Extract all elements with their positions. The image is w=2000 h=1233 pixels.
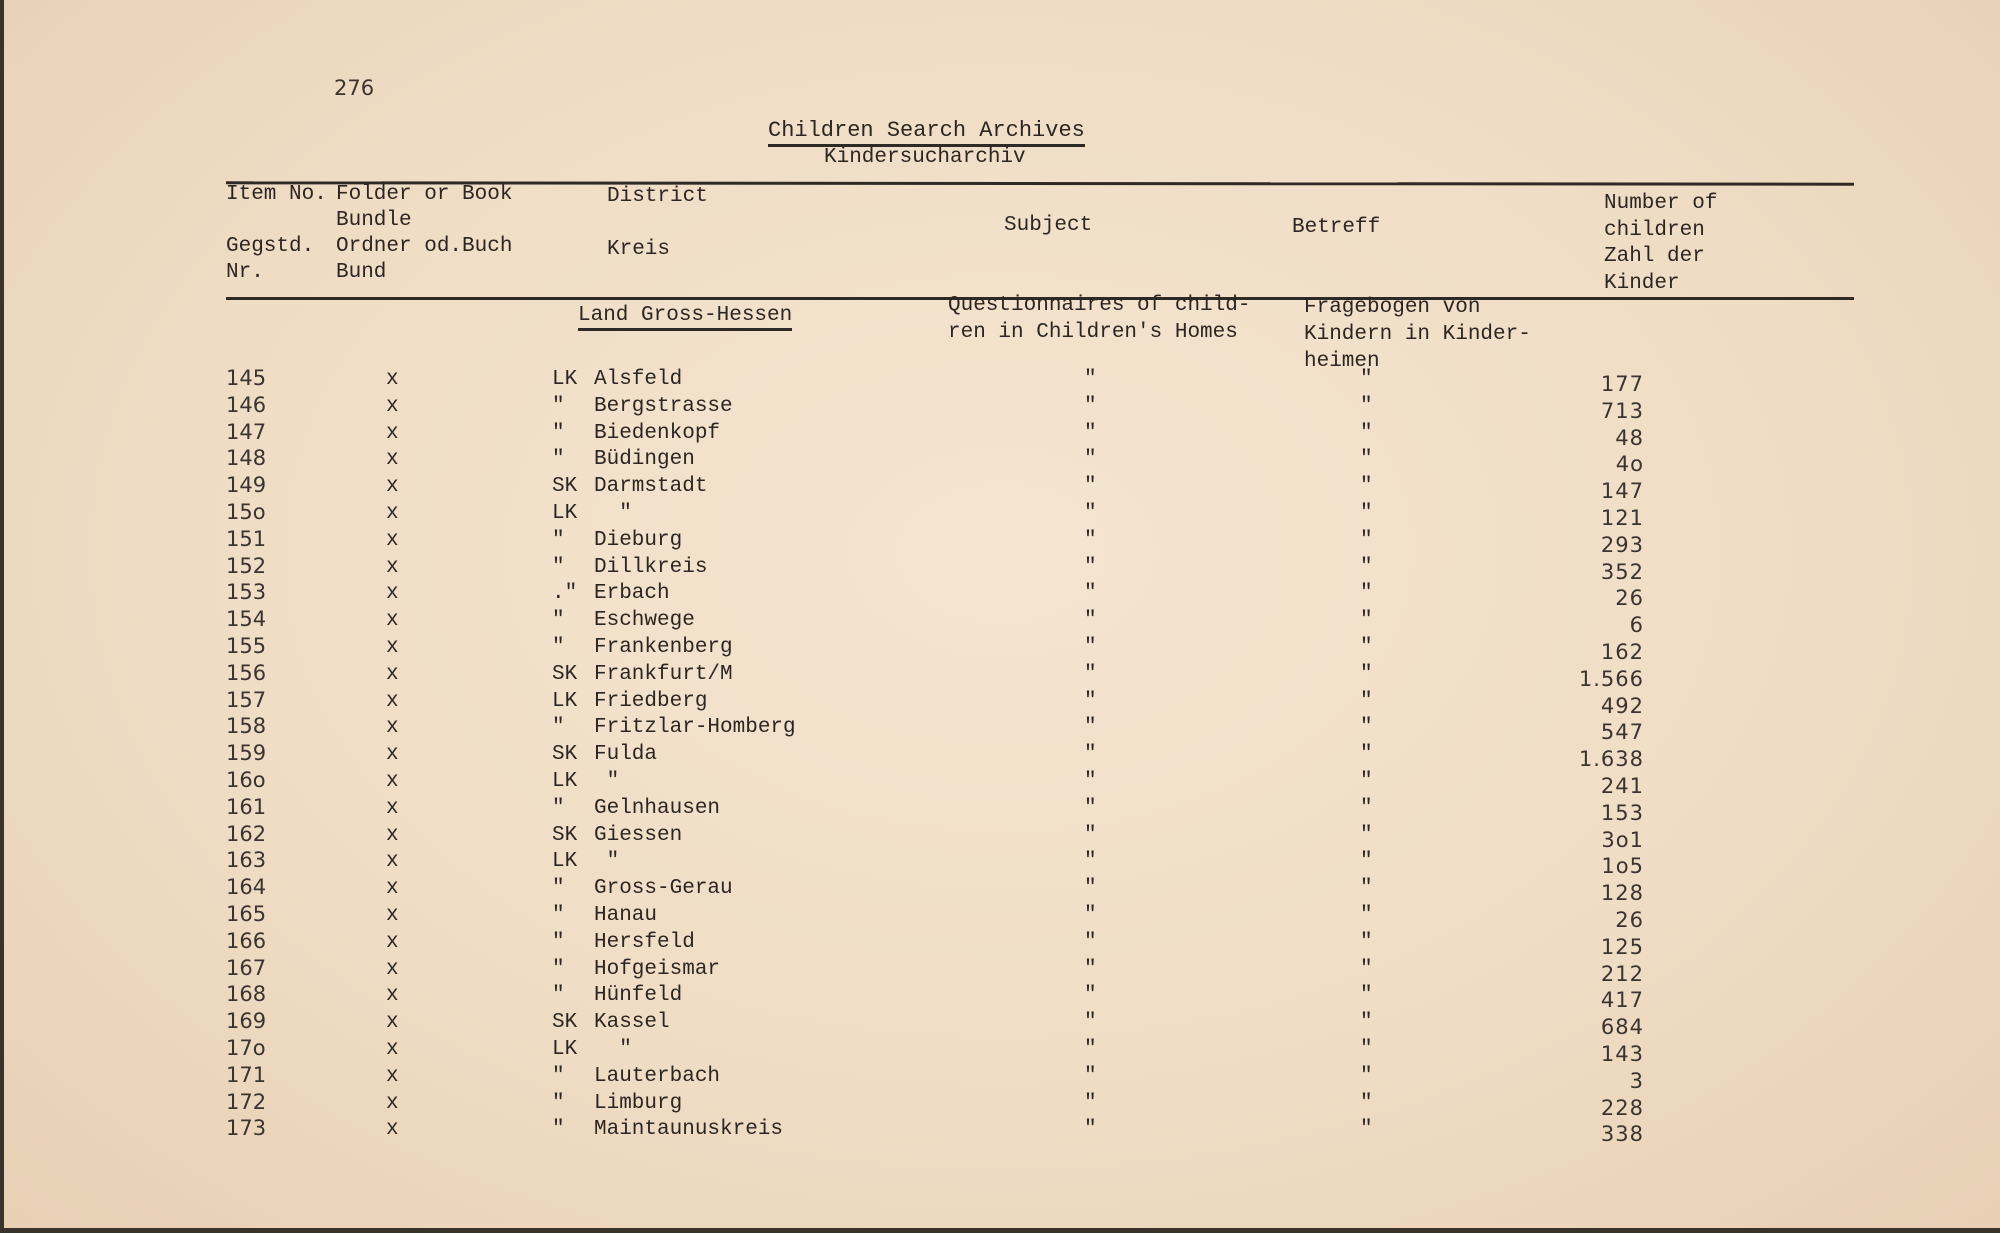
subject-ditto: " [1084,421,1097,445]
item-number: 155 [226,634,267,658]
children-count: 338 [1600,1122,1644,1147]
item-number: 167 [226,955,267,980]
header-item-de-2: Nr. [226,261,264,284]
folder-mark: x [386,1118,399,1142]
header-number-3: Zahl der [1604,245,1705,268]
district-prefix: SK [552,823,578,847]
item-number: 161 [226,794,267,819]
betreff-ditto: " [1360,877,1373,901]
betreff-ditto: " [1360,394,1373,418]
betreff-ditto: " [1360,609,1373,633]
folder-mark: x [386,394,399,418]
district-prefix: " [552,528,565,552]
children-count: 352 [1600,559,1644,584]
item-number: 158 [226,714,267,739]
children-count: 293 [1600,532,1644,557]
folder-mark: x [386,448,399,472]
betreff-ditto: " [1360,689,1373,713]
header-folder-en: Folder or Book [336,183,513,206]
item-number: 146 [226,392,267,417]
district-prefix: " [552,1118,565,1142]
folder-mark: x [386,770,399,793]
item-number: 153 [226,580,267,605]
betreff-ditto: " [1360,1038,1373,1061]
subject-ditto: " [1084,555,1097,579]
children-count: 6 [1629,613,1644,638]
district-prefix: " [552,1091,565,1115]
district-name: Dillkreis [594,555,708,579]
district-prefix: SK [552,743,578,767]
district-prefix: " [552,930,565,954]
header-betreff: Betreff [1292,216,1381,239]
children-count: 713 [1600,398,1644,423]
header-district-de: Kreis [607,238,671,261]
subject-ditto: " [1084,636,1097,659]
header-number-2: children [1604,219,1705,242]
betreff-ditto: " [1360,555,1373,579]
district-prefix: SK [552,662,578,686]
subject-ditto: " [1084,743,1097,767]
district-name: Lauterbach [594,1064,721,1088]
children-count: 162 [1600,640,1644,664]
betreff-ditto: " [1360,502,1373,525]
section-land: Land Gross-Hessen [578,304,792,331]
district-name: " [594,1038,632,1061]
item-number: 151 [226,526,267,551]
subject-ditto: " [1084,930,1097,954]
subject-ditto: " [1084,582,1097,606]
header-folder-de: Ordner od.Buch [336,235,513,258]
district-prefix: " [552,1064,565,1088]
item-number: 159 [226,741,267,766]
folder-mark: x [386,1064,399,1088]
subject-ditto: " [1084,368,1097,391]
item-number: 147 [226,419,267,444]
item-number: 157 [226,687,267,712]
folder-mark: x [386,823,399,847]
subject-ditto: " [1084,689,1097,713]
betreff-ditto: " [1360,1011,1373,1035]
children-count: 121 [1600,506,1644,530]
subject-ditto: " [1084,662,1097,686]
district-name: Fritzlar-Homberg [594,716,796,740]
folder-mark: x [386,368,399,391]
district-prefix: LK [552,770,578,793]
district-prefix: SK [552,1011,578,1035]
folder-mark: x [386,689,399,713]
item-number: 172 [226,1089,267,1114]
district-name: Gross-Gerau [594,877,733,901]
folder-mark: x [386,743,399,767]
header-number-4: Kinder [1604,272,1680,295]
children-count: 125 [1600,934,1644,959]
item-number: 171 [226,1062,267,1087]
folder-mark: x [386,877,399,901]
children-count: 147 [1600,479,1644,504]
subject-ditto: " [1084,502,1097,525]
folder-mark: x [386,850,399,874]
section-subject-2: ren in Children's Homes [948,321,1238,344]
district-prefix: " [552,421,565,445]
header-item-de: Gegstd. [226,235,315,258]
betreff-ditto: " [1360,528,1373,552]
folder-mark: x [386,930,399,954]
section-betreff-3: heimen [1304,350,1380,373]
betreff-ditto: " [1360,984,1373,1008]
children-count: 547 [1600,720,1644,745]
district-prefix: " [552,609,565,633]
children-count: 3 [1629,1068,1644,1093]
children-count: 26 [1615,908,1644,932]
folder-mark: x [386,904,399,927]
item-number: 162 [226,821,267,846]
district-prefix: ." [552,582,578,606]
district-name: Kassel [594,1011,670,1035]
district-prefix: " [552,957,565,981]
district-name: Giessen [594,823,683,847]
betreff-ditto: " [1360,368,1373,391]
folder-mark: x [386,984,399,1008]
subject-ditto: " [1084,528,1097,552]
district-name: Frankfurt/M [594,662,733,686]
subject-ditto: " [1084,957,1097,981]
betreff-ditto: " [1360,716,1373,740]
subject-ditto: " [1084,1011,1097,1035]
betreff-ditto: " [1360,823,1373,847]
children-count: 1.638 [1578,747,1644,772]
folder-mark: x [386,528,399,552]
district-name: Alsfeld [594,368,683,391]
folder-mark: x [386,716,399,740]
subject-ditto: " [1084,823,1097,847]
district-name: " [594,502,632,525]
document-page [4,0,2000,1228]
subject-ditto: " [1084,475,1097,499]
children-count: 153 [1600,800,1644,825]
betreff-ditto: " [1360,850,1373,874]
children-count: 3o1 [1601,827,1644,852]
children-count: 128 [1600,881,1644,906]
children-count: 48 [1615,425,1644,450]
section-betreff-2: Kindern in Kinder- [1304,323,1531,346]
district-prefix: " [552,877,565,901]
item-number: 156 [226,660,267,685]
subject-ditto: " [1084,904,1097,927]
folder-mark: x [386,1011,399,1035]
item-number: 163 [226,848,267,873]
district-name: " [594,770,620,793]
betreff-ditto: " [1360,662,1373,686]
folder-mark: x [386,1091,399,1115]
district-prefix: " [552,555,565,579]
item-number: 17o [226,1036,266,1060]
district-prefix: " [552,394,565,418]
betreff-ditto: " [1360,930,1373,954]
district-name: Limburg [594,1091,683,1115]
subject-ditto: " [1084,394,1097,418]
betreff-ditto: " [1360,957,1373,981]
item-number: 149 [226,473,267,498]
district-name: Darmstadt [594,475,708,499]
district-prefix: " [552,636,565,659]
header-district-en: District [607,185,708,208]
betreff-ditto: " [1360,421,1373,445]
children-count: 417 [1600,988,1644,1013]
subject-ditto: " [1084,448,1097,472]
item-number: 164 [226,875,267,900]
district-name: Gelnhausen [594,796,721,820]
district-name: Fulda [594,743,658,767]
folder-mark: x [386,502,399,525]
betreff-ditto: " [1360,743,1373,767]
betreff-ditto: " [1360,796,1373,820]
subject-ditto: " [1084,609,1097,633]
header-number-1: Number of [1604,192,1718,215]
folder-mark: x [386,475,399,499]
district-prefix: " [552,796,565,820]
district-name: Bergstrasse [594,394,733,418]
folder-mark: x [386,582,399,606]
item-number: 168 [226,982,267,1007]
district-name: Büdingen [594,448,695,472]
folder-mark: x [386,609,399,633]
district-name: Hersfeld [594,930,695,954]
subject-ditto: " [1084,770,1097,793]
betreff-ditto: " [1360,636,1373,659]
folder-mark: x [386,796,399,820]
section-betreff-1: Fragebogen von [1304,296,1481,319]
section-subject-1: Questionnaires of child- [948,294,1251,317]
children-count: 492 [1600,693,1644,718]
subject-ditto: " [1084,1091,1097,1115]
item-number: 166 [226,928,267,953]
header-folder-de-2: Bund [336,261,387,284]
item-number: 16o [226,768,266,792]
folder-mark: x [386,421,399,445]
item-number: 152 [226,553,267,578]
subject-ditto: " [1084,796,1097,820]
district-prefix: LK [552,850,578,874]
district-name: " [594,850,620,874]
children-count: 1o5 [1601,854,1644,879]
betreff-ditto: " [1360,582,1373,606]
district-prefix: LK [552,1038,578,1061]
district-prefix: LK [552,368,578,391]
district-prefix: " [552,904,565,927]
district-prefix: " [552,716,565,740]
district-name: Friedberg [594,689,708,713]
betreff-ditto: " [1360,1091,1373,1115]
subject-ditto: " [1084,1038,1097,1061]
item-number: 145 [226,366,267,390]
document-title: Children Search Archives [768,118,1085,147]
district-prefix: " [552,984,565,1008]
district-name: Hanau [594,904,658,927]
item-number: 169 [226,1009,267,1034]
folder-mark: x [386,1038,399,1061]
children-count: 684 [1600,1015,1644,1040]
district-prefix: SK [552,475,578,499]
children-count: 26 [1615,586,1644,611]
page-number: 276 [334,76,375,100]
folder-mark: x [386,957,399,981]
district-prefix: LK [552,689,578,713]
district-name: Biedenkopf [594,421,721,445]
header-folder-en-2: Bundle [336,209,412,232]
subject-ditto: " [1084,1064,1097,1088]
item-number: 154 [226,607,267,632]
district-name: Maintaunuskreis [594,1118,784,1142]
district-name: Eschwege [594,609,695,633]
district-name: Hofgeismar [594,957,721,981]
district-name: Erbach [594,582,670,606]
betreff-ditto: " [1360,1118,1373,1142]
header-item-en: Item No. [226,183,327,206]
betreff-ditto: " [1360,475,1373,499]
item-number: 15o [226,500,266,524]
children-count: 4o [1615,452,1644,477]
children-count: 177 [1600,372,1644,396]
district-prefix: " [552,448,565,472]
children-count: 212 [1600,961,1644,986]
betreff-ditto: " [1360,1064,1373,1088]
header-subject: Subject [1004,214,1093,237]
subject-ditto: " [1084,1118,1097,1142]
subject-ditto: " [1084,716,1097,740]
betreff-ditto: " [1360,904,1373,927]
betreff-ditto: " [1360,448,1373,472]
district-name: Dieburg [594,528,683,552]
document-subtitle: Kindersucharchiv [824,146,1026,169]
children-count: 241 [1600,774,1644,798]
children-count: 228 [1600,1095,1644,1120]
folder-mark: x [386,636,399,659]
district-name: Hünfeld [594,984,683,1008]
children-count: 1.566 [1578,666,1644,691]
betreff-ditto: " [1360,770,1373,793]
district-prefix: LK [552,502,578,525]
folder-mark: x [386,662,399,686]
item-number: 173 [226,1116,267,1141]
children-count: 143 [1600,1042,1644,1066]
item-number: 148 [226,446,267,471]
subject-ditto: " [1084,877,1097,901]
folder-mark: x [386,555,399,579]
district-name: Frankenberg [594,636,733,659]
item-number: 165 [226,902,267,926]
subject-ditto: " [1084,984,1097,1008]
subject-ditto: " [1084,850,1097,874]
